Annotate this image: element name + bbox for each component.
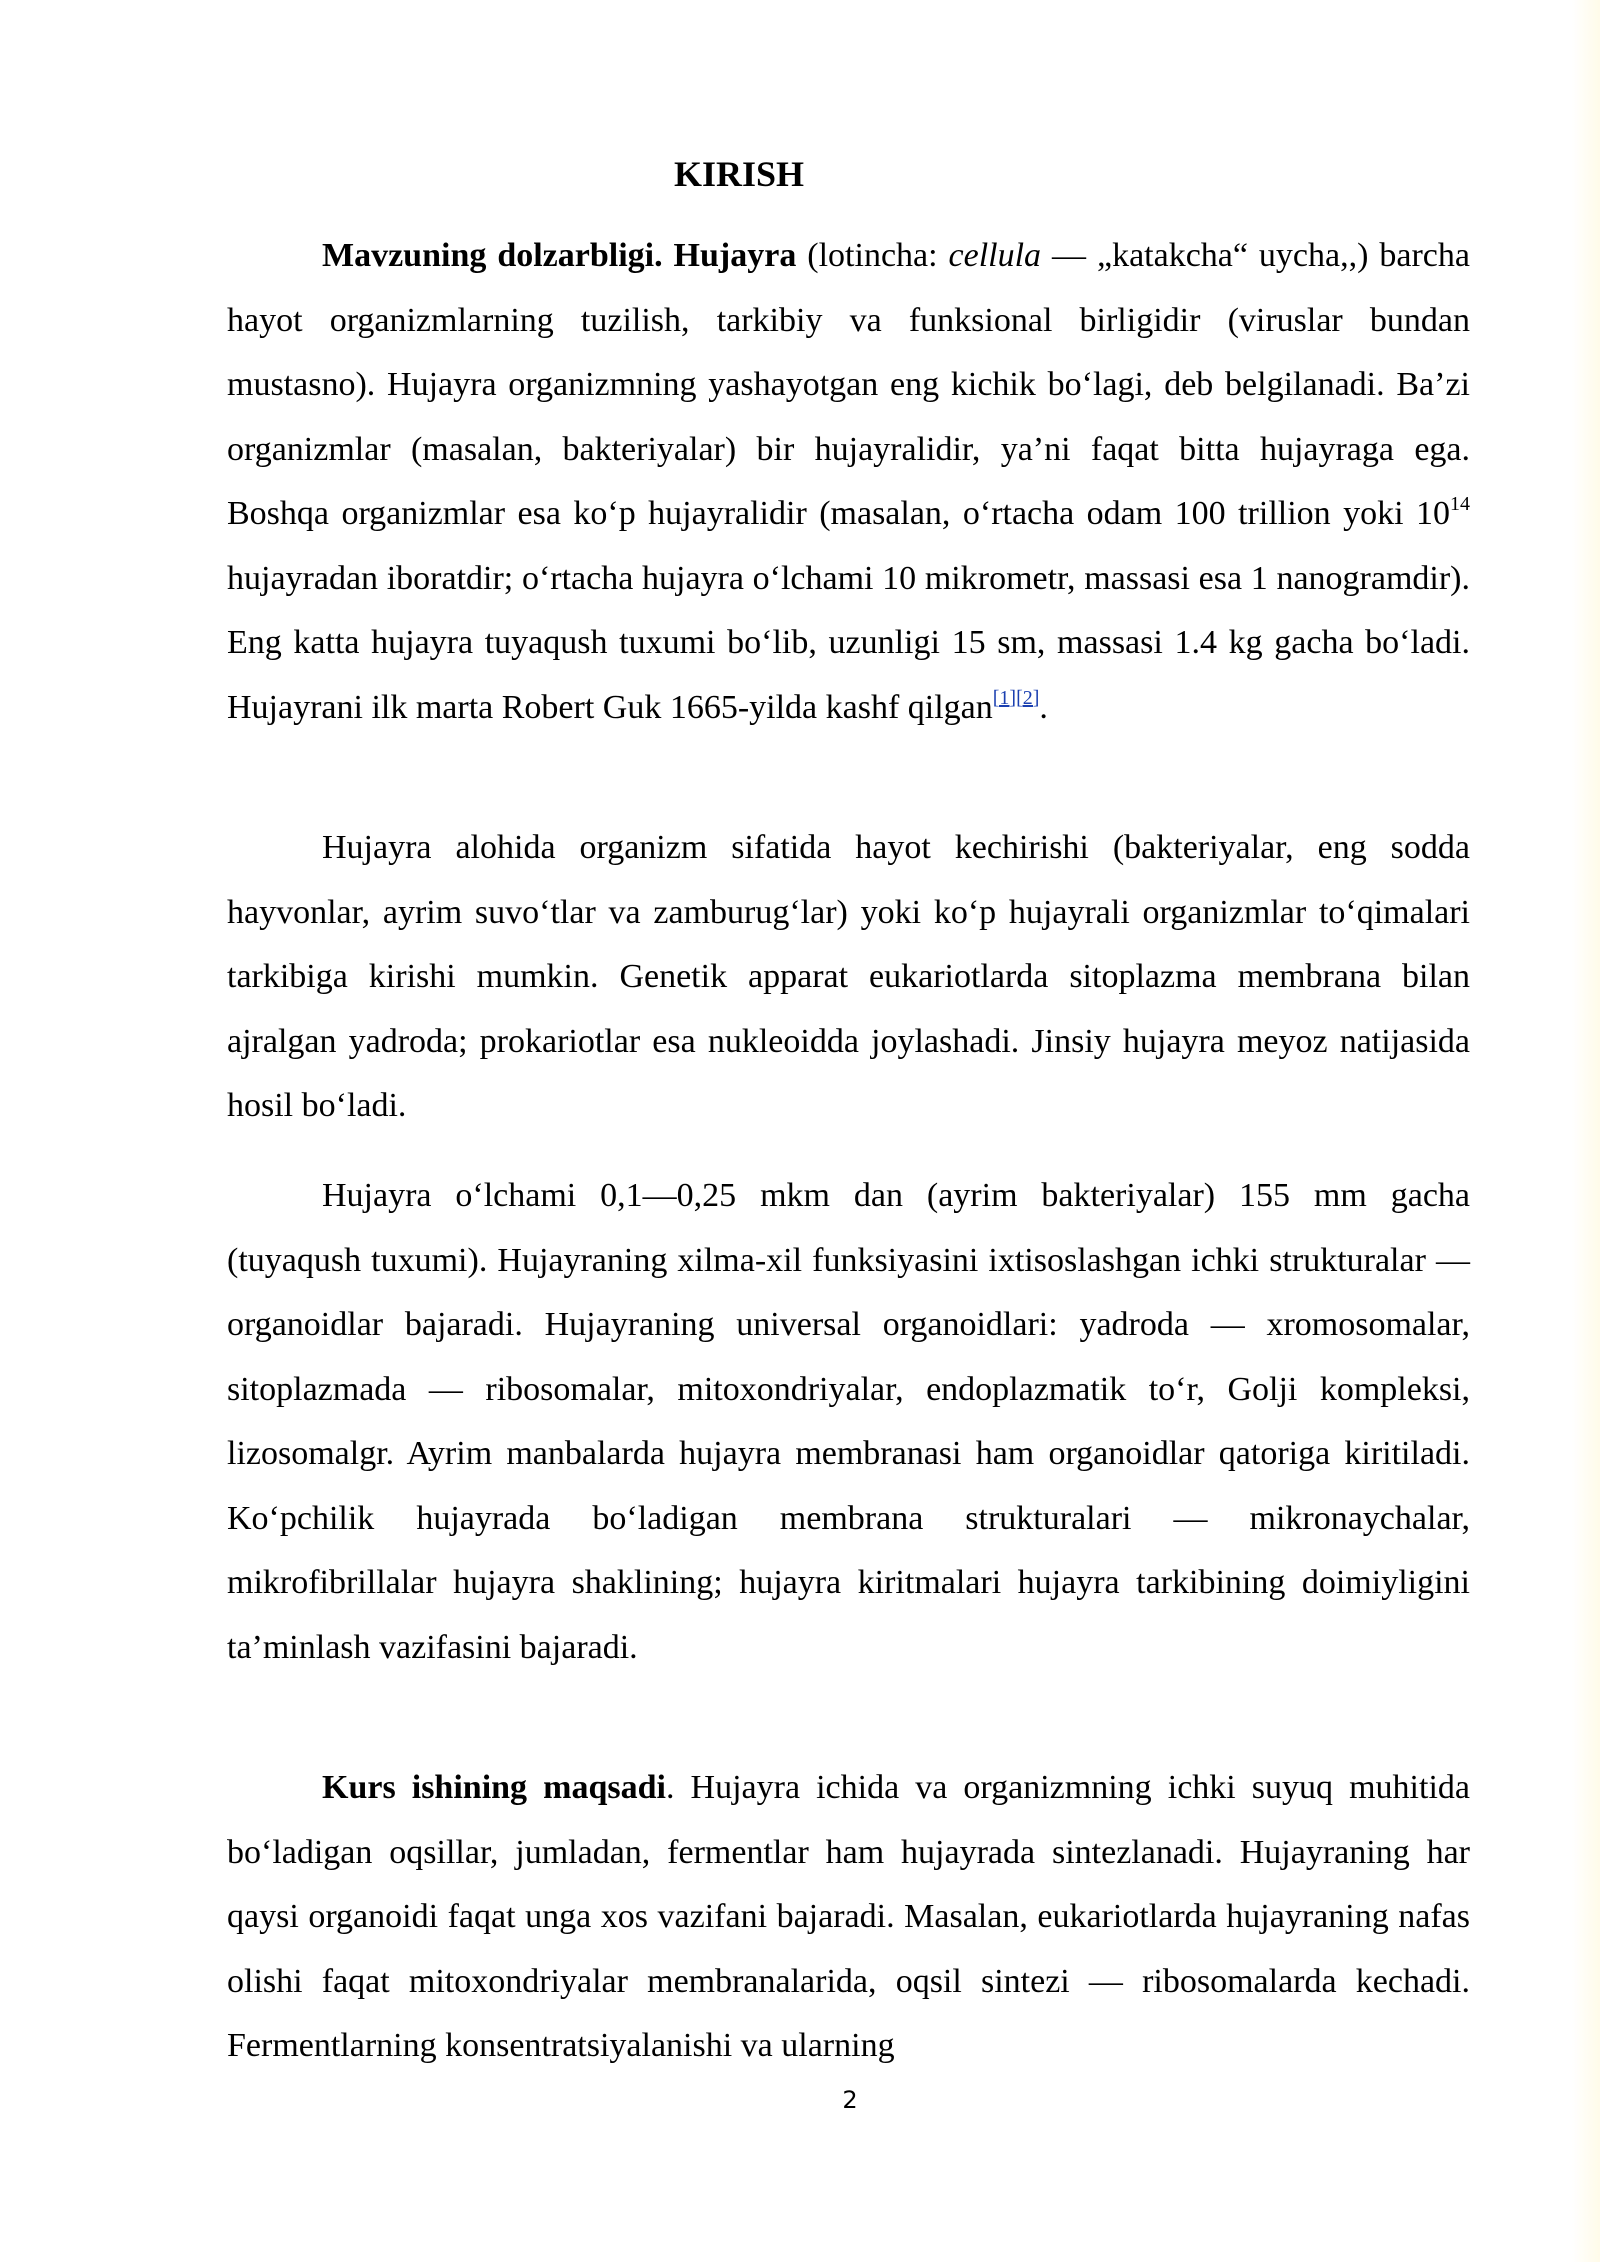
relevance-lead: Mavzuning dolzarbligi. Hujayra xyxy=(322,237,797,274)
paragraph-organoids: Hujayra o‘lchami 0,1—0,25 mkm dan (ayrim bakteriyalar) 155 mm gacha (tuyaqush tuxumi). Hujayraning xilma-xil funksiyasini ixtisoslashgan ichki strukturalar — organoidlar bajaradi. Hujayraning universal organoidlari: yadroda — xromosomalar, sitoplazmada — ribosomalar, mitoxondriyalar, endoplazmatik to‘r, Golji kompleksi, lizosomalgr. Ayrim manbalarda hujayra membranasi ham organoidlar qatoriga kiritiladi. Ko‘pchilik hujayrada bo‘ladigan membrana strukturalari — mikronaychalar, mikrofibrillalar hujayra shaklining; hujayra kiritmalari hujayra tarkibining doimiyligini ta’minlash vazifasini bajaradi. xyxy=(227,1177,1470,1666)
exponent: 14 xyxy=(1450,493,1470,515)
p1-text-b: — „katakcha“ uycha,,) barcha hayot organizmlarning tuzilish, tarkibiy va funksional birligidir (viruslar bundan mustasno). Hujayra organizmning yashayotgan eng kichik bo‘lagi, deb belgilanadi. Ba’zi organizmlar (masalan, bakteriyalar) bir hujayralidir, ya’ni faqat bitta hujayraga ega. Boshqa organizmlar esa ko‘p hujayralidir (masalan, o‘rtacha odam 100 trillion yoki 10 xyxy=(227,237,1470,532)
paragraph-organisms: Hujayra alohida organizm sifatida hayot kechirishi (bakteriyalar, eng sodda hayvonlar, ayrim suvo‘tlar va zamburug‘lar) yoki ko‘p hujayrali organizmlar to‘qimalari tarkibiga kirishi mumkin. Genetik apparat eukariotlarda sitoplazma membrana bilan ajralgan yadroda; prokariotlar esa nukleoidda joylashadi. Jinsiy hujayra meyoz natijasida hosil bo‘ladi. xyxy=(227,829,1470,1124)
page-edge-shade xyxy=(1572,0,1600,2262)
page-number: 2 xyxy=(842,2086,858,2114)
p1-text-a: (lotincha: xyxy=(796,237,949,274)
p4-text: . Hujayra ichida va organizmning ichki suyuq muhitida bo‘ladigan oqsillar, jumladan, fermentlar ham hujayrada sintezlanadi. Hujayraning har qaysi organoidi faqat unga xos vazifani bajaradi. Masalan, eukariotlarda hujayraning nafas olishi faqat mitoxondriyalar membranalarida, oqsil sintezi — ribosomalarda kechadi. Fermentlarning konsentratsiyalanishi va ularning xyxy=(227,1769,1470,2064)
purpose-lead: Kurs ishining maqsadi xyxy=(322,1769,666,1806)
p1-text-d: . xyxy=(1039,688,1048,726)
paragraph-relevance xyxy=(227,224,1470,740)
latin-term: cellula xyxy=(948,237,1042,274)
section-heading: KIRISH xyxy=(674,154,805,194)
paragraph-purpose xyxy=(227,1756,1470,2079)
citation-link[interactable]: [1][2] xyxy=(992,686,1040,709)
p1-text-c: hujayradan iboratdir; o‘rtacha hujayra o‘lchami 10 mikrometr, massasi esa 1 nanogramdir). Eng katta hujayra tuyaqush tuxumi bo‘lib, uzunligi 15 sm, massasi 1.4 kg gacha bo‘ladi. Hujayrani ilk marta Robert Guk 1665-yilda kashf qilgan xyxy=(227,559,1470,726)
